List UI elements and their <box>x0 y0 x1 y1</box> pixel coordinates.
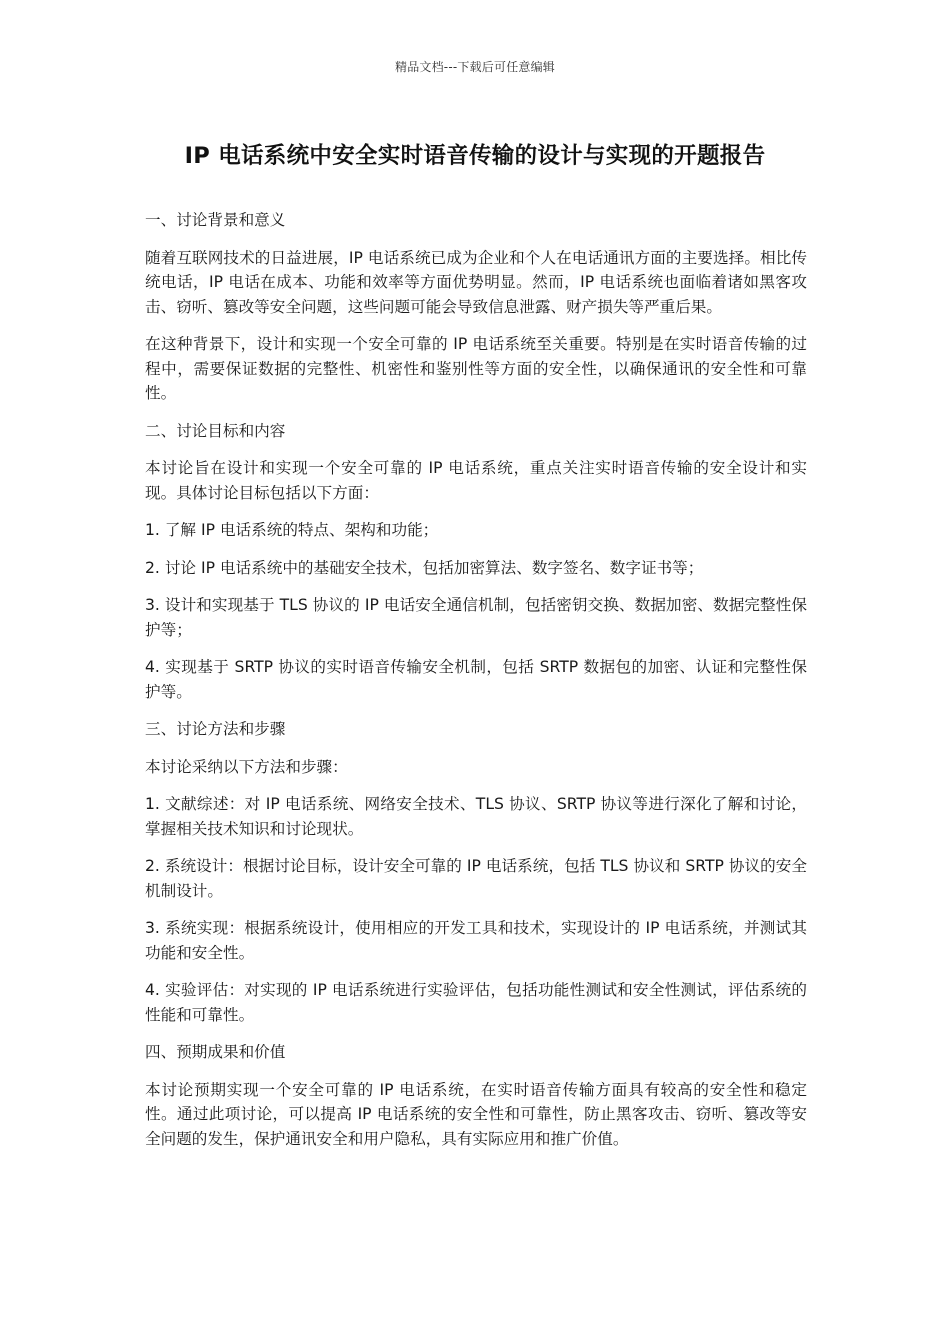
list-item: 3. 系统实现：根据系统设计，使用相应的开发工具和技术，实现设计的 IP 电话系统，并测试其功能和安全性。 <box>145 919 807 962</box>
paragraph: 本讨论采纳以下方法和步骤： <box>145 757 348 776</box>
list-item: 3. 设计和实现基于 TLS 协议的 IP 电话安全通信机制，包括密钥交换、数据加密、数据完整性保护等； <box>145 596 807 639</box>
list-item: 4. 实验评估：对实现的 IP 电话系统进行实验评估，包括功能性测试和安全性测试，评估系统的性能和可靠性。 <box>145 981 807 1024</box>
section-heading-methods: 三、讨论方法和步骤 <box>145 720 286 738</box>
paragraph: 随着互联网技术的日益进展，IP 电话系统已成为企业和个人在电话通讯方面的主要选择。相比传统电话，IP 电话在成本、功能和效率等方面优势明显。然而，IP 电话系统也面临着诸如黑客攻击、窃听、篡改等安全问题，这些问题可能会导致信息泄露、财产损失等严重后果。 <box>145 248 807 316</box>
list-item: 1. 了解 IP 电话系统的特点、架构和功能； <box>145 521 439 539</box>
document-title: IP 电话系统中安全实时语音传输的设计与实现的开题报告 <box>184 143 766 169</box>
list-item: 1. 文献综述：对 IP 电话系统、网络安全技术、TLS 协议、SRTP 协议等进行深化了解和讨论，掌握相关技术知识和讨论现状。 <box>145 795 807 838</box>
section-heading-background: 一、讨论背景和意义 <box>145 211 286 229</box>
paragraph: 本讨论预期实现一个安全可靠的 IP 电话系统，在实时语音传输方面具有较高的安全性和稳定性。通过此项讨论，可以提高 IP 电话系统的安全性和可靠性，防止黑客攻击、窃听、篡改等安全问题的发生，保护通讯安全和用户隐私，具有实际应用和推广价值。 <box>145 1080 807 1148</box>
paragraph: 本讨论旨在设计和实现一个安全可靠的 IP 电话系统，重点关注实时语音传输的安全设计和实现。具体讨论目标包括以下方面： <box>145 459 807 502</box>
document-body <box>145 208 807 1164</box>
section-heading-outcomes: 四、预期成果和价值 <box>145 1043 286 1061</box>
list-item: 2. 讨论 IP 电话系统中的基础安全技术，包括加密算法、数字签名、数字证书等； <box>145 558 704 577</box>
header-note: 精品文档---下载后可任意编辑 <box>395 60 555 74</box>
list-item: 2. 系统设计：根据讨论目标，设计安全可靠的 IP 电话系统，包括 TLS 协议和 SRTP 协议的安全机制设计。 <box>145 857 807 900</box>
paragraph: 在这种背景下，设计和实现一个安全可靠的 IP 电话系统至关重要。特别是在实时语音传输的过程中，需要保证数据的完整性、机密性和鉴别性等方面的安全性，以确保通讯的安全性和可靠性。 <box>145 335 807 402</box>
list-item: 4. 实现基于 SRTP 协议的实时语音传输安全机制，包括 SRTP 数据包的加密、认证和完整性保护等。 <box>145 658 807 701</box>
section-heading-goals: 二、讨论目标和内容 <box>145 421 286 440</box>
